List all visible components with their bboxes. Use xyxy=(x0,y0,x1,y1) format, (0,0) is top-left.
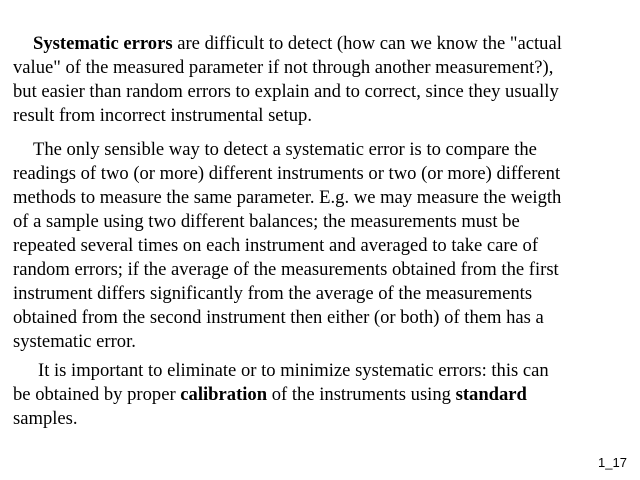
term-standard: standard xyxy=(455,384,527,405)
text-line: It is important to eliminate or to minimize systematic errors: this can xyxy=(38,360,549,381)
paragraph-detection-method xyxy=(13,138,625,354)
text-line: methods to measure the same parameter. E.g. we may measure the weigth xyxy=(13,187,562,208)
text-line: of a sample using two different balances; the measurements must be xyxy=(13,211,520,232)
text-line: value" of the measured parameter if not through another measurement?), xyxy=(13,57,554,78)
text-line xyxy=(13,383,625,407)
text-line: random errors; if the average of the measurements obtained from the first xyxy=(13,259,559,280)
text-fragment: are difficult to detect (how can we know the "actual xyxy=(172,33,562,54)
text-line: readings of two (or more) different instruments or two (or more) different xyxy=(13,163,561,184)
paragraph-systematic-errors xyxy=(13,32,625,128)
text-fragment: be obtained by proper xyxy=(13,384,181,405)
paragraph-calibration xyxy=(13,359,625,431)
text-line xyxy=(13,32,625,56)
term-calibration: calibration xyxy=(180,384,268,405)
text-line: The only sensible way to detect a systematic error is to compare the xyxy=(33,139,537,160)
text-line: obtained from the second instrument then either (or both) of them has a xyxy=(13,307,544,328)
slide-number: 1_17 xyxy=(598,455,627,470)
text-line: samples. xyxy=(13,408,78,429)
text-line: repeated several times on each instrument and averaged to take care of xyxy=(13,235,539,256)
text-fragment: of the instruments using xyxy=(267,384,456,405)
text-line: systematic error. xyxy=(13,331,136,352)
term-systematic-errors: Systematic errors xyxy=(33,33,173,54)
text-line: instrument differs significantly from the average of the measurements xyxy=(13,283,533,304)
text-line: result from incorrect instrumental setup. xyxy=(13,105,312,126)
text-line: but easier than random errors to explain and to correct, since they usually xyxy=(13,81,559,102)
